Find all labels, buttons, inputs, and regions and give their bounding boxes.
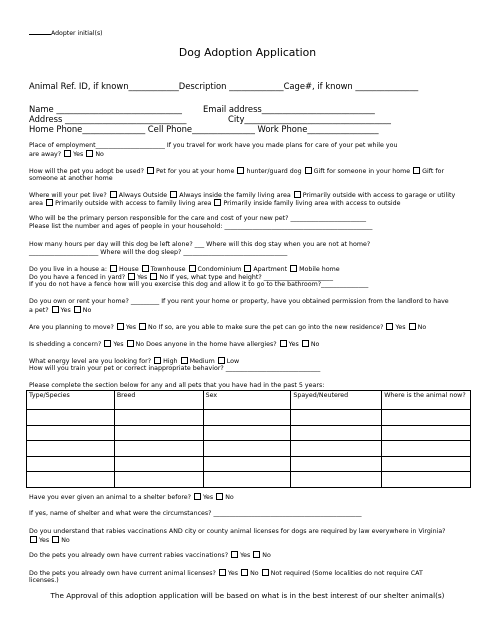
energy-option-high: High: [163, 358, 178, 365]
moving-label: Are you planning to move?: [29, 324, 114, 331]
rabies-current-yes-checkbox[interactable]: [231, 551, 238, 558]
no-label: No: [61, 537, 70, 544]
col-type: Type/Species: [27, 391, 115, 410]
use-line2: someone at another home: [29, 175, 113, 182]
page-title: Dog Adoption Application: [178, 46, 317, 59]
shelter-question: [29, 493, 234, 502]
fenced-yes-checkbox[interactable]: [128, 273, 135, 280]
pet-cell-spayed[interactable]: [291, 472, 382, 488]
col-sex: Sex: [203, 391, 291, 410]
col-where: Where is the animal now?: [382, 391, 471, 410]
landlord-yes-checkbox[interactable]: [52, 306, 59, 313]
licenses-end: licenses.): [29, 577, 59, 584]
pet-cell-type[interactable]: [27, 425, 115, 441]
pet-cell-where[interactable]: [382, 425, 471, 441]
license-label: Do the pets you already own have current animal licenses?: [29, 570, 216, 577]
pets-table-row: [27, 410, 471, 426]
house-option-condo: Condominium: [197, 266, 242, 273]
pets-table-row: [27, 425, 471, 441]
energy-option-low: Low: [226, 358, 240, 365]
no-label: No: [262, 552, 271, 559]
energy-medium-checkbox[interactable]: [181, 357, 188, 364]
shelter-label: Have you ever given an animal to a shelter before?: [29, 494, 191, 501]
pet-cell-type[interactable]: [27, 410, 115, 426]
pet-cell-spayed[interactable]: [291, 410, 382, 426]
new-residence-label: If so, are you able to make sure the pet can go into the new residence?: [158, 324, 384, 331]
away-no-checkbox[interactable]: [86, 150, 93, 157]
rabies-law-yes-checkbox[interactable]: [30, 536, 37, 543]
pet-cell-where[interactable]: [382, 441, 471, 457]
live-line2: [29, 199, 401, 208]
pet-cell-spayed[interactable]: [291, 441, 382, 457]
pet-cell-sex[interactable]: [203, 472, 291, 488]
allergies-label: Does anyone in the home have allergies?: [146, 341, 277, 348]
pet-cell-breed[interactable]: [114, 425, 203, 441]
mobile-home-checkbox[interactable]: [290, 265, 297, 272]
moving-no-checkbox[interactable]: [139, 323, 146, 330]
pets-intro: Please complete the section below for any and all pets that you have had in the past 5 years:: [29, 382, 325, 389]
moving-question: [29, 323, 426, 332]
energy-option-medium: Medium: [189, 358, 215, 365]
pet-cell-sex[interactable]: [203, 410, 291, 426]
live-inside-family-checkbox[interactable]: [214, 199, 221, 206]
live-outside-family-checkbox[interactable]: [46, 199, 53, 206]
col-spayed: Spayed/Neutered: [291, 391, 382, 410]
city-field[interactable]: City___________________________________: [228, 114, 391, 124]
not-required-label: Not required (Some localities do not require CAT: [270, 570, 423, 577]
apartment-checkbox[interactable]: [244, 265, 251, 272]
pet-cell-breed[interactable]: [114, 441, 203, 457]
yes-label: Yes: [227, 570, 239, 577]
rabies-law-question: Do you understand that rabies vaccinations AND city or county animal licenses for dogs are required by law everywhere in Virginia?: [29, 528, 446, 535]
rabies-current-label: Do the pets you already own have current rabies vaccinations?: [29, 552, 229, 559]
use-option-gift-home: Gift for someone in your home: [313, 168, 411, 175]
license-not-required-checkbox[interactable]: [262, 569, 269, 576]
house-option-townhouse: Townhouse: [150, 266, 186, 273]
sleep-question[interactable]: ______________________ Where will the dog sleep? _________________________________: [29, 249, 288, 256]
pet-cell-where[interactable]: [382, 410, 471, 426]
house-label: Do you live in a house a:: [29, 266, 107, 273]
house-option-house: House: [118, 266, 139, 273]
pet-cell-breed[interactable]: [114, 456, 203, 472]
condo-checkbox[interactable]: [189, 265, 196, 272]
house-checkbox[interactable]: [110, 265, 117, 272]
pet-cell-breed[interactable]: [114, 410, 203, 426]
yes-label: Yes: [395, 324, 406, 331]
use-gift-home-checkbox[interactable]: [305, 167, 312, 174]
pets-table-header: [27, 391, 471, 410]
rabies-law-no-checkbox[interactable]: [52, 536, 59, 543]
use-hunter-checkbox[interactable]: [237, 167, 244, 174]
employment-question[interactable]: Place of employment______________________ If you travel for work have you made plans for care of your pet while you: [29, 142, 398, 149]
pet-cell-sex[interactable]: [203, 456, 291, 472]
exercise-question[interactable]: If you do not have a fence how will you exercise this dog and allow it to go to the bathroom?_______________: [29, 281, 369, 288]
own-rent-question[interactable]: Do you own or rent your home? _________ If you rent your home or property, have you obtained permission from the landlord to have: [29, 298, 449, 305]
shedding-no-checkbox[interactable]: [127, 340, 134, 347]
live-option-garage: Primarily outside with access to garage or utility: [302, 192, 456, 199]
live-option-inside-family: Primarily inside family living area with access to outside: [223, 200, 401, 207]
pets-table: [26, 390, 471, 488]
use-gift-other-checkbox[interactable]: [413, 167, 420, 174]
live-inside-checkbox[interactable]: [170, 191, 177, 198]
pet-cell-sex[interactable]: [203, 441, 291, 457]
initials-label: Adopter initial(s): [51, 30, 103, 37]
pet-cell-breed[interactable]: [114, 472, 203, 488]
no-label: No: [148, 324, 157, 331]
yes-label: Yes: [125, 324, 136, 331]
live-area-label: area: [29, 200, 44, 207]
pet-cell-spayed[interactable]: [291, 425, 382, 441]
residence-yes-checkbox[interactable]: [386, 323, 393, 330]
yes-label: Yes: [60, 307, 71, 314]
email-field[interactable]: Email address___________________________: [203, 104, 375, 114]
pets-table-row: [27, 472, 471, 488]
train-question[interactable]: How will you train your pet or correct inappropriate behavior? ______________________________: [29, 365, 321, 372]
pet-cell-where[interactable]: [382, 472, 471, 488]
address-field[interactable]: Address _____________________________: [29, 114, 187, 124]
house-option-mobile: Mobile home: [299, 266, 340, 273]
use-pet-checkbox[interactable]: [147, 167, 154, 174]
live-option-outside: Always Outside: [118, 192, 168, 199]
use-label: How will the pet you adopt be used?: [29, 168, 144, 175]
pet-cell-where[interactable]: [382, 456, 471, 472]
allergies-no-checkbox[interactable]: [302, 340, 309, 347]
responsible-question[interactable]: Who will be the primary person responsible for the care and cost of your new pet? ________________________: [29, 215, 367, 222]
adopter-initials: [29, 30, 103, 37]
no-label: No: [159, 274, 168, 281]
pet-cell-type[interactable]: [27, 456, 115, 472]
pet-cell-sex[interactable]: [203, 425, 291, 441]
away-care-question: [29, 150, 104, 159]
live-outside-checkbox[interactable]: [110, 191, 117, 198]
away-yes-checkbox[interactable]: [64, 150, 71, 157]
allergies-yes-checkbox[interactable]: [280, 340, 287, 347]
rabies-current-question: [29, 551, 271, 560]
animal-ref-row[interactable]: Animal Ref. ID, if known____________Description _____________Cage#, if known _______________: [29, 81, 419, 91]
live-option-inside: Always inside the family living area: [179, 192, 291, 199]
no-label: No: [225, 494, 234, 501]
live-option-outside-family: Primarily outside with access to family living area: [55, 200, 212, 207]
license-question: [29, 569, 423, 578]
initials-line[interactable]: [29, 34, 51, 35]
pet-cell-type[interactable]: [27, 441, 115, 457]
yes-label: Yes: [73, 151, 84, 158]
residence-no-checkbox[interactable]: [409, 323, 416, 330]
townhouse-checkbox[interactable]: [142, 265, 149, 272]
license-yes-checkbox[interactable]: [219, 569, 226, 576]
live-garage-checkbox[interactable]: [294, 191, 301, 198]
license-no-checkbox[interactable]: [241, 569, 248, 576]
household-question[interactable]: Please list the number and ages of people in your household: _______________________________________________: [29, 223, 373, 230]
yes-label: Yes: [137, 274, 148, 281]
energy-label: What energy level are you looking for?: [29, 358, 152, 365]
yes-label: Yes: [240, 552, 251, 559]
shedding-question: [29, 340, 319, 349]
energy-high-checkbox[interactable]: [154, 357, 161, 364]
yes-label: Yes: [288, 341, 299, 348]
pet-cell-type[interactable]: [27, 472, 115, 488]
use-option-pet: Pet for you at your home: [155, 168, 235, 175]
fenced-label: Do you have a fenced in yard?: [29, 274, 126, 281]
energy-low-checkbox[interactable]: [218, 357, 225, 364]
alone-question[interactable]: How many hours per day will this dog be left alone? ___ Where will this dog stay when you are not at home?: [29, 241, 371, 248]
rabies-law-answers: [29, 536, 70, 545]
no-label: No: [82, 307, 92, 314]
live-label: Where will your pet live?: [29, 192, 107, 199]
no-label: No: [310, 341, 320, 348]
rabies-current-no-checkbox[interactable]: [253, 551, 260, 558]
shelter-no-checkbox[interactable]: [216, 493, 223, 500]
fenced-type-field[interactable]: If yes, what type and height? ______________________: [169, 274, 333, 281]
no-label: No: [417, 324, 427, 331]
house-option-apartment: Apartment: [253, 266, 288, 273]
shelter-yes-checkbox[interactable]: [194, 493, 201, 500]
landlord-question: [29, 306, 91, 315]
pet-label: a pet?: [29, 307, 49, 314]
col-breed: Breed: [114, 391, 203, 410]
pets-table-row: [27, 441, 471, 457]
yes-label: Yes: [203, 494, 214, 501]
shelter-name-question[interactable]: If yes, name of shelter and what were the circumstances? _______________________________________________: [29, 510, 362, 517]
fenced-no-checkbox[interactable]: [150, 273, 157, 280]
pets-table-row: [27, 456, 471, 472]
away-care-label: are away?: [29, 151, 62, 158]
moving-yes-checkbox[interactable]: [117, 323, 124, 330]
pet-cell-spayed[interactable]: [291, 456, 382, 472]
phone-row[interactable]: Home Phone_______________ Cell Phone_______________ Work Phone_________________: [29, 124, 379, 134]
name-field[interactable]: Name ______________________________: [29, 104, 182, 114]
shedding-yes-checkbox[interactable]: [104, 340, 111, 347]
no-label: No: [135, 341, 145, 348]
use-option-gift-other: Gift for: [422, 168, 445, 175]
landlord-no-checkbox[interactable]: [74, 306, 81, 313]
no-label: No: [250, 570, 259, 577]
shedding-label: Is shedding a concern?: [29, 341, 102, 348]
yes-label: Yes: [113, 341, 124, 348]
approval-statement: The Approval of this adoption application will be based on what is in the best interest of our shelter animal(s): [50, 591, 445, 600]
use-option-hunter: hunter/guard dog: [246, 168, 302, 175]
yes-label: Yes: [39, 537, 50, 544]
no-label: No: [95, 151, 104, 158]
